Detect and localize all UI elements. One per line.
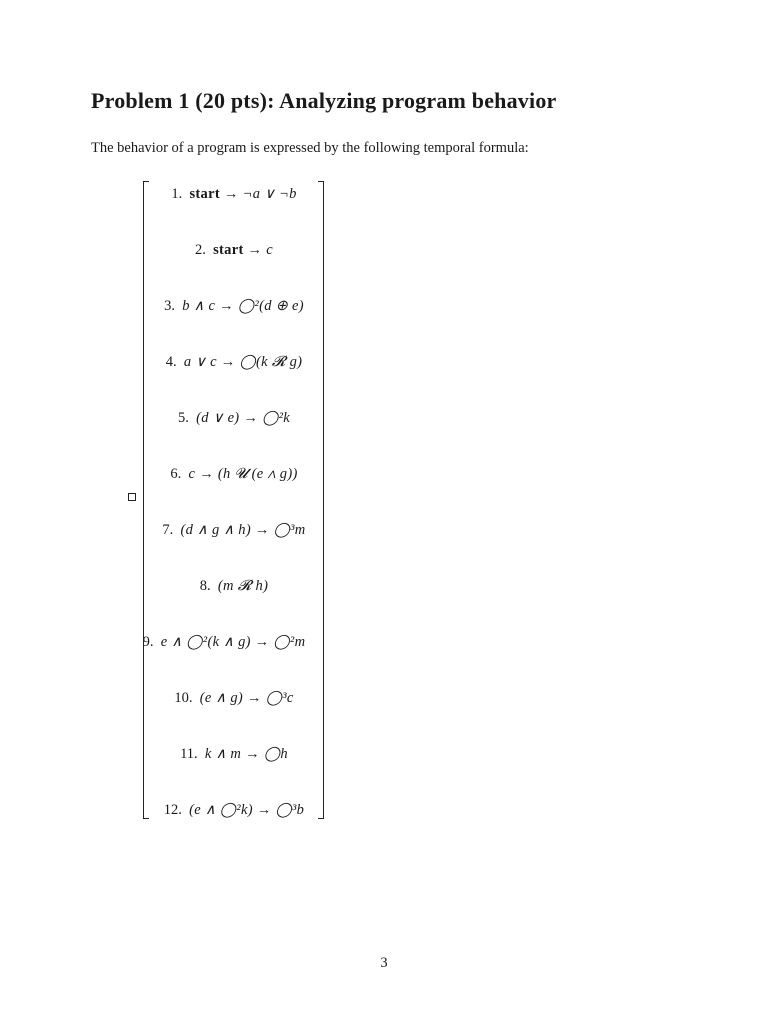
formula-expression: start → ¬a ∨ ¬b xyxy=(189,186,297,202)
formula-expression: c → (h 𝓤 (e ∧ g)) xyxy=(188,466,298,482)
formula-expression: start → c xyxy=(213,242,273,258)
formula-expression: b ∧ c → ◯²(d ⊕ e) xyxy=(182,298,304,314)
formula-expression: k ∧ m → ◯h xyxy=(204,746,288,762)
formula-expression: a ∨ c → ◯(k 𝓡 g) xyxy=(183,354,303,370)
formula-line xyxy=(149,576,319,596)
formula-line xyxy=(149,744,319,764)
formula-expression: (e ∧ g) → ◯³c xyxy=(199,690,294,706)
formula-number: 4. xyxy=(165,354,184,370)
formula-number: 8. xyxy=(199,578,218,594)
formula-line xyxy=(149,408,319,428)
formula-line xyxy=(149,184,319,204)
formula-expression: e ∧ ◯²(k ∧ g) → ◯²m xyxy=(160,634,306,650)
formula-line xyxy=(139,632,309,652)
always-operator-symbol xyxy=(128,493,136,501)
formula-expression: (d ∨ e) → ◯²k xyxy=(196,410,290,426)
intro-text: The behavior of a program is expressed by the following temporal formula: xyxy=(91,140,529,156)
formula-line xyxy=(149,800,319,820)
keyword-start: start xyxy=(189,186,220,202)
formula-expression: (e ∧ ◯²k) → ◯³b xyxy=(189,802,305,818)
formula-number: 1. xyxy=(171,186,190,202)
formula-line xyxy=(149,296,319,316)
formula-expression: (m 𝓡 h) xyxy=(217,578,269,594)
formula-list xyxy=(142,0,319,1024)
formula-number: 12. xyxy=(163,802,190,818)
formula-number: 11. xyxy=(180,746,205,762)
problem-title: Problem 1 (20 pts): Analyzing program behavior xyxy=(91,88,557,113)
formula-number: 7. xyxy=(162,522,181,538)
formula-number: 10. xyxy=(174,690,200,706)
formula-line xyxy=(149,464,319,484)
formula-expression: (d ∧ g ∧ h) → ◯³m xyxy=(180,522,306,538)
formula-line xyxy=(149,240,319,260)
page-number: 3 xyxy=(380,955,388,971)
formula-number: 3. xyxy=(164,298,183,314)
formula-number: 5. xyxy=(178,410,197,426)
formula-line xyxy=(149,688,319,708)
formula-number: 6. xyxy=(170,466,189,482)
formula-number: 9. xyxy=(142,634,161,650)
formula-number: 2. xyxy=(194,242,214,258)
keyword-start: start xyxy=(213,242,244,258)
formula-line xyxy=(149,352,319,372)
formula-line xyxy=(149,520,319,540)
